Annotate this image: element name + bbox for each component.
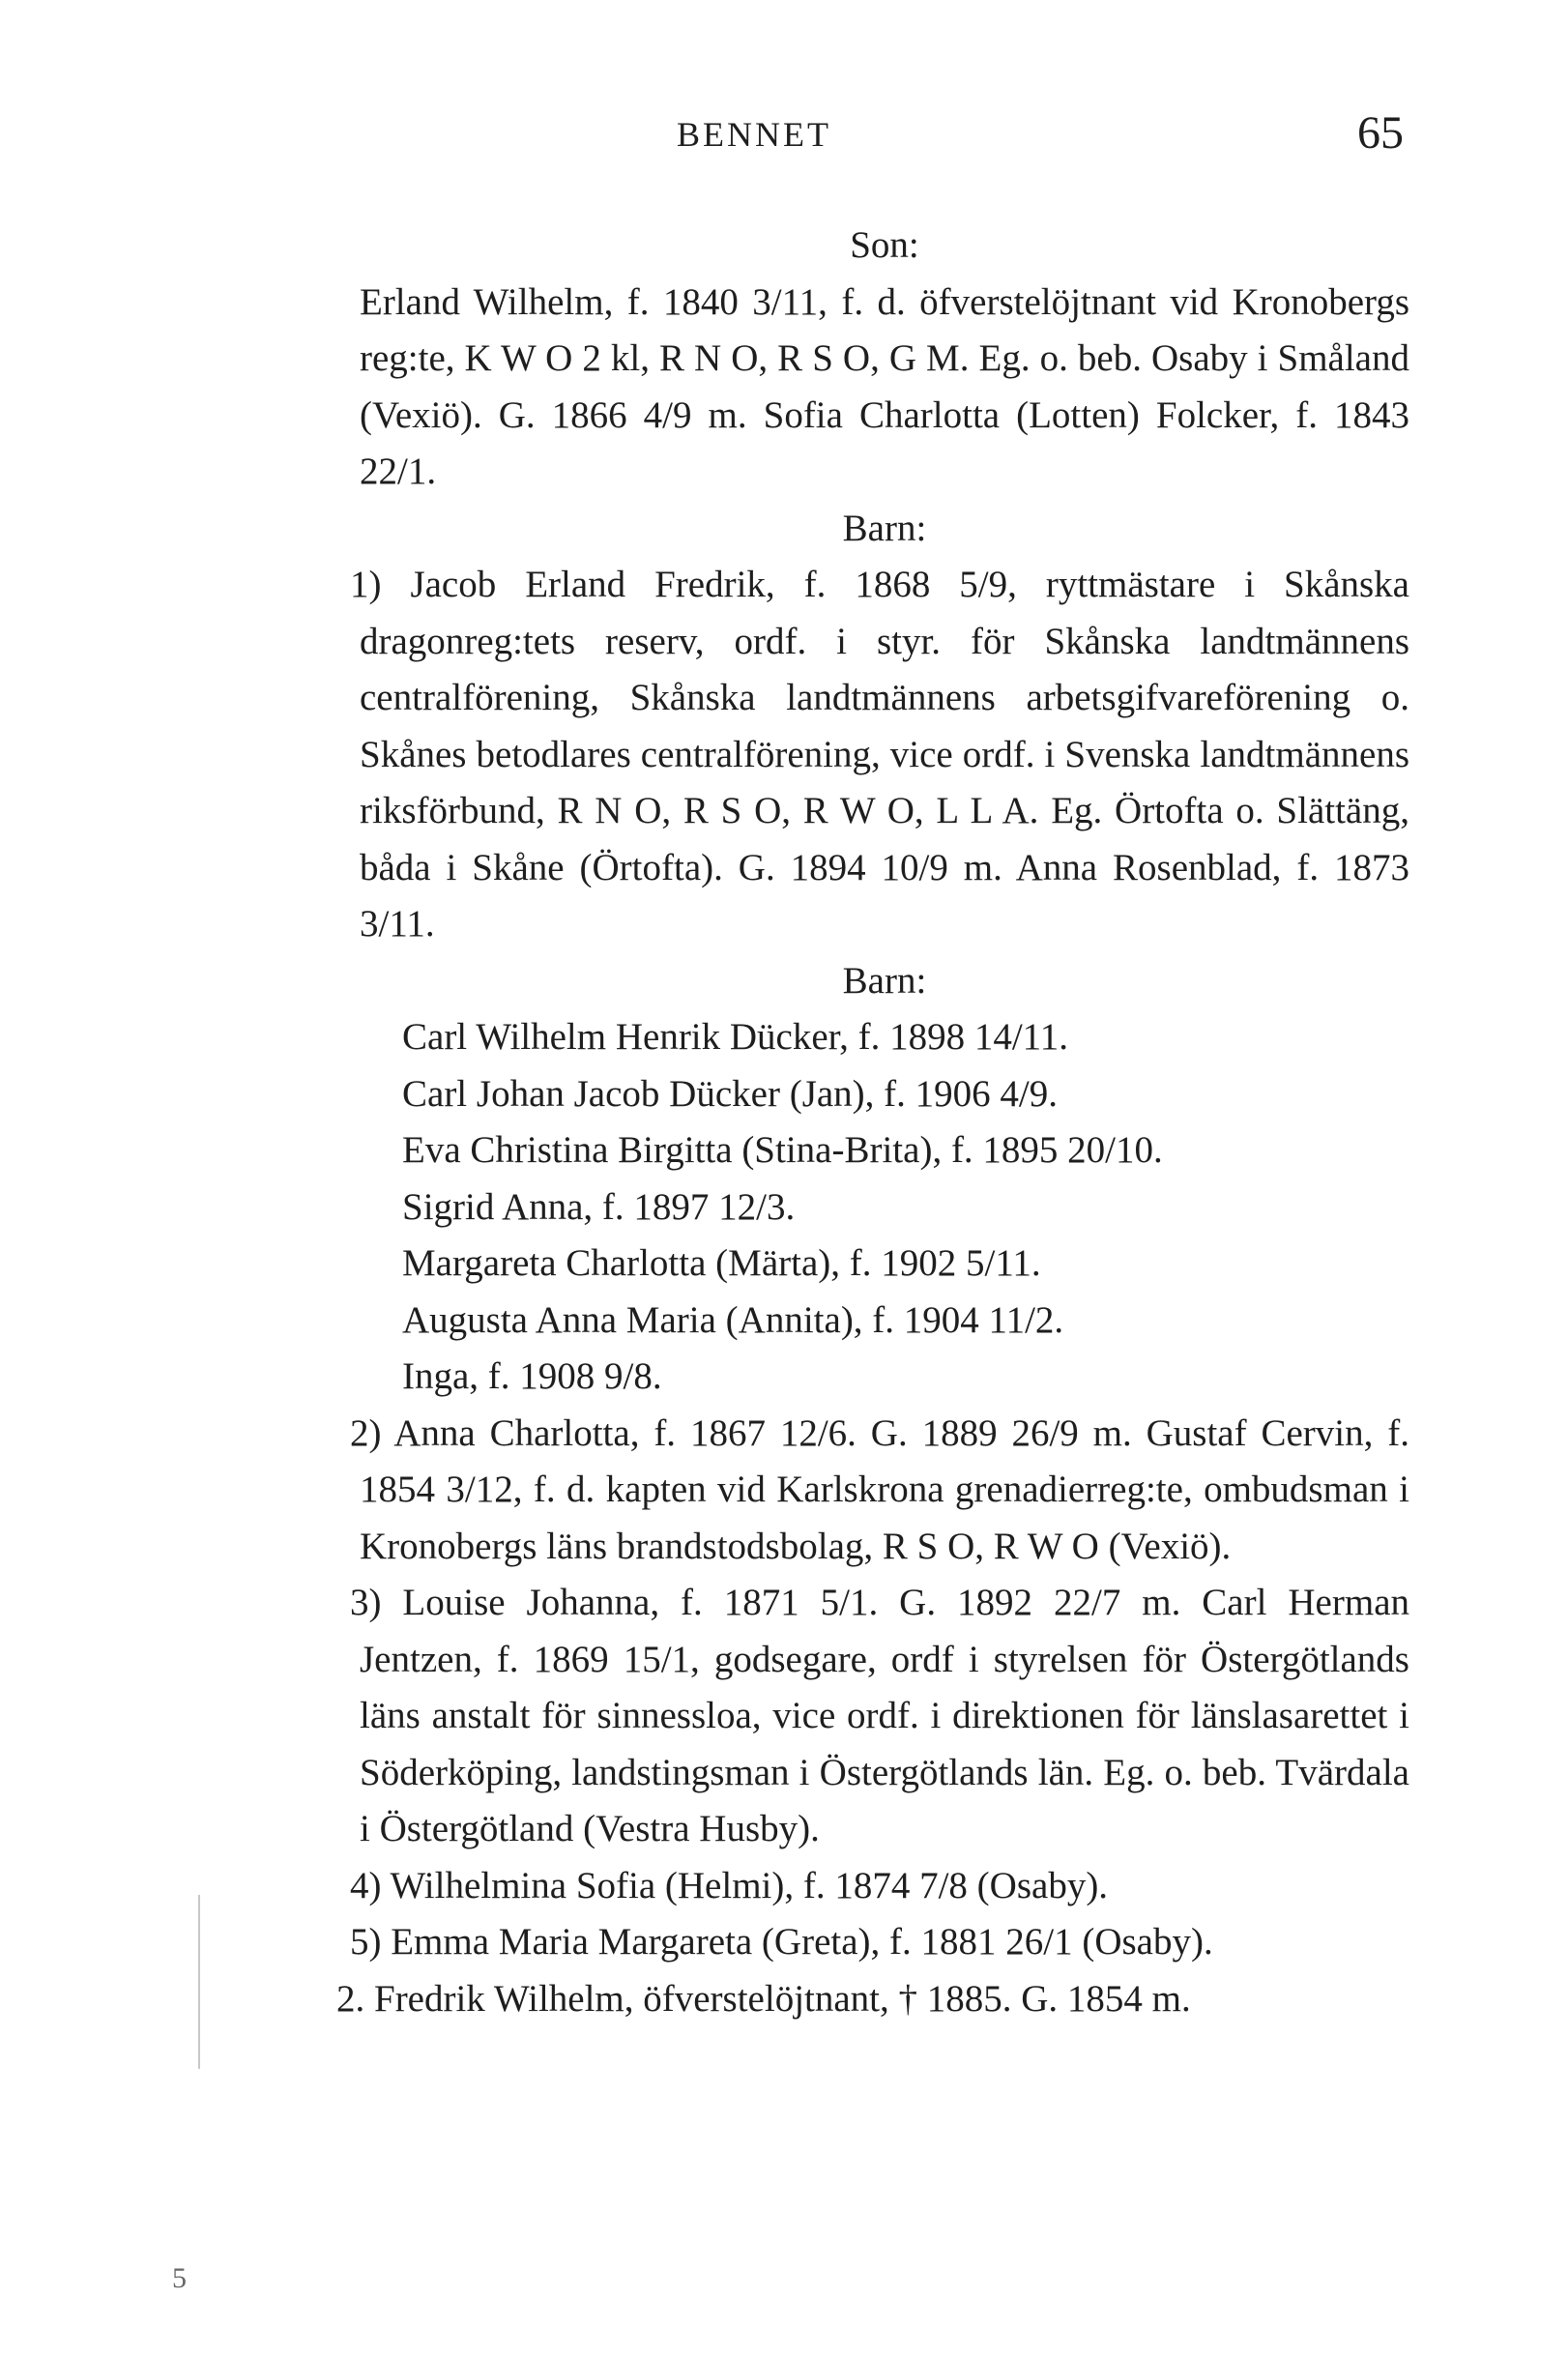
genealogy-text bbox=[336, 218, 1409, 2027]
child-entry-5: 5) Emma Maria Margareta (Greta), f. 1881 26/1 (Osaby). bbox=[350, 1921, 1213, 1963]
grandchild-entry: Augusta Anna Maria (Annita), f. 1904 11/2. bbox=[402, 1298, 1064, 1341]
sibling-entry-2: 2. Fredrik Wilhelm, öfverstelöjtnant, † 1885. G. 1854 m. bbox=[336, 1977, 1191, 2020]
margin-rule bbox=[198, 1895, 200, 2069]
grandchild-entry: Eva Christina Birgitta (Stina-Brita), f. 1895 20/10. bbox=[402, 1129, 1163, 1171]
child-entry-3: 3) Louise Johanna, f. 1871 5/1. G. 1892 22/7 m. Carl Herman Jentzen, f. 1869 15/1, godsegare, ordf i styrelsen för Östergötlands läns anstalt för sinnessloa, vice ordf. i direktionen för länslasarettet i Söderköping, landstingsman i Östergötlands län. Eg. o. beb. Tvärdala i Östergötland (Vestra Husby). bbox=[350, 1582, 1409, 1849]
running-head: BENNET bbox=[677, 115, 831, 154]
barn-heading-grandchildren: Barn: bbox=[842, 959, 927, 1002]
barn-heading: Barn: bbox=[842, 507, 927, 549]
grandchild-entry: Margareta Charlotta (Märta), f. 1902 5/11. bbox=[402, 1242, 1041, 1284]
margin-mark: 5 bbox=[172, 2262, 187, 2294]
grandchild-entry: Sigrid Anna, f. 1897 12/3. bbox=[402, 1185, 796, 1228]
page-number: 65 bbox=[1357, 107, 1404, 159]
child-entry-2: 2) Anna Charlotta, f. 1867 12/6. G. 1889 26/9 m. Gustaf Cervin, f. 1854 3/12, f. d. kapten vid Karlskrona grenadierreg:te, ombudsman i Kronobergs läns brandstodsbolag, R S O, R W O (Vexiö). bbox=[350, 1411, 1409, 1567]
page-header bbox=[0, 107, 1568, 172]
grandchild-entry: Carl Johan Jacob Dücker (Jan), f. 1906 4/9. bbox=[402, 1072, 1058, 1115]
grandchild-entry: Carl Wilhelm Henrik Dücker, f. 1898 14/11. bbox=[402, 1016, 1068, 1058]
child-entry-4: 4) Wilhelmina Sofia (Helmi), f. 1874 7/8 (Osaby). bbox=[350, 1864, 1109, 1906]
entry-erland: Erland Wilhelm, f. 1840 3/11, f. d. öfverstelöjtnant vid Kronobergs reg:te, K W O 2 kl, R N O, R S O, G M. Eg. o. beb. Osaby i Småland (Vexiö). G. 1866 4/9 m. Sofia Charlotta (Lotten) Folcker, f. 1843 22/1. bbox=[360, 280, 1409, 492]
son-heading: Son: bbox=[850, 224, 919, 266]
grandchild-entry: Inga, f. 1908 9/8. bbox=[402, 1355, 662, 1397]
child-entry-1: 1) Jacob Erland Fredrik, f. 1868 5/9, ryttmästare i Skånska dragonreg:tets reserv, ordf. i styr. för Skånska landtmännens centralförening, Skånska landtmännens arbetsgifvareförening o. Skånes betodlares centralförening, vice ordf. i Svenska landtmännens riksförbund, R N O, R S O, R W O, L L A. Eg. Örtofta o. Slättäng, båda i Skåne (Örtofta). G. 1894 10/9 m. Anna Rosenblad, f. 1873 3/11. bbox=[350, 564, 1409, 945]
